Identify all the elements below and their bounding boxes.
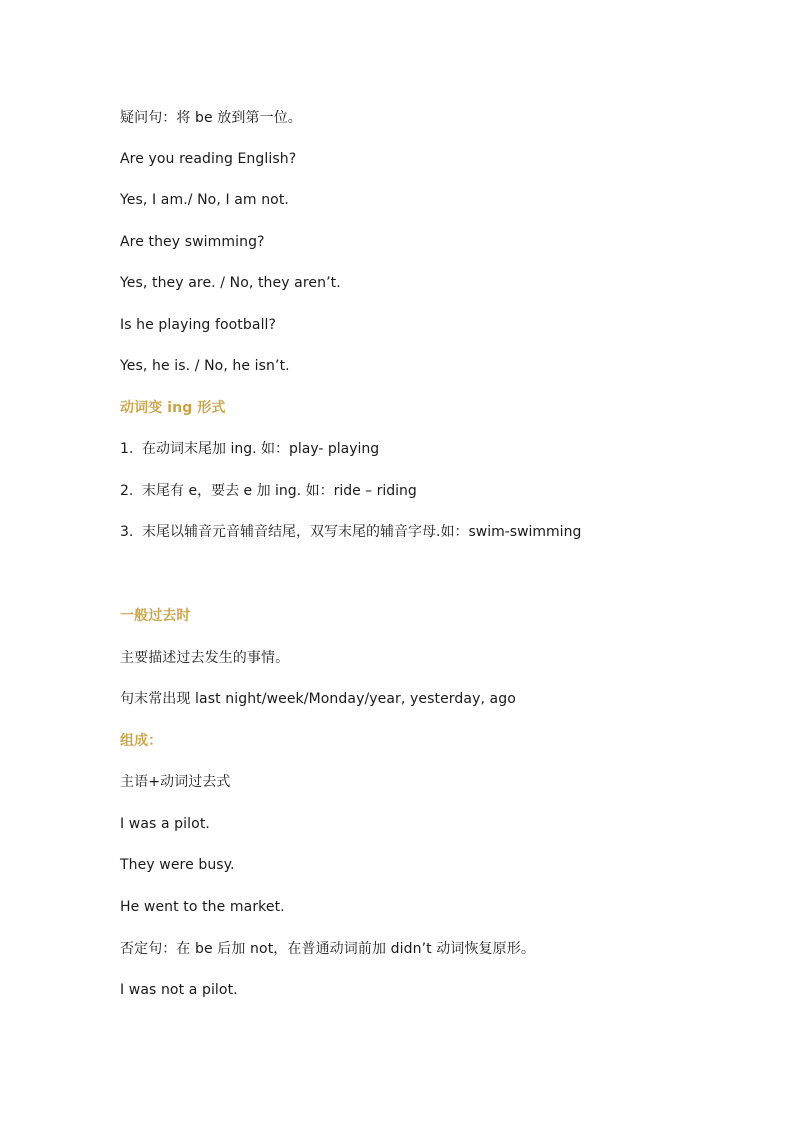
- example-line: Yes, they are. / No, they aren’t.: [120, 275, 341, 291]
- ing-rule-item: [120, 439, 379, 459]
- ing-rule-text: 末尾有 e，要去 e 加 ing. 如：ride – riding: [142, 483, 417, 499]
- example-line: He went to the market.: [120, 899, 285, 915]
- question-rule: 疑问句：将 be 放到第一位。: [120, 110, 302, 126]
- negative-example: I was not a pilot.: [120, 982, 238, 998]
- ing-rule-text: 在动词末尾加 ing. 如：play- playing: [142, 441, 380, 457]
- example-line: Is he playing football?: [120, 317, 277, 333]
- ing-form-heading: 动词变 ing 形式: [120, 400, 226, 416]
- structure-heading: 组成：: [120, 733, 163, 749]
- example-line: Yes, I am./ No, I am not.: [120, 192, 289, 208]
- example-line: Are they swimming?: [120, 234, 265, 250]
- ing-rule-item: [120, 481, 417, 501]
- list-number: 2.: [120, 483, 134, 499]
- ing-rule-item: [120, 522, 581, 542]
- example-line: They were busy.: [120, 857, 235, 873]
- example-line: I was a pilot.: [120, 816, 210, 832]
- example-line: Yes, he is. / No, he isn’t.: [120, 358, 290, 374]
- past-tense-heading: 一般过去时: [120, 608, 191, 624]
- structure-formula: 主语+动词过去式: [120, 774, 231, 790]
- example-line: Are you reading English?: [120, 151, 297, 167]
- ing-rule-text: 末尾以辅音元音辅音结尾，双写末尾的辅音字母.如：swim-swimming: [142, 524, 582, 540]
- signal-words: 句末常出现 last night/week/Monday/year, yesterday, ago: [120, 691, 516, 707]
- past-tense-description: 主要描述过去发生的事情。: [120, 650, 290, 666]
- negative-rule: 否定句：在 be 后加 not，在普通动词前加 didn’t 动词恢复原形。: [120, 941, 535, 957]
- list-number: 1.: [120, 441, 134, 457]
- list-number: 3.: [120, 524, 134, 540]
